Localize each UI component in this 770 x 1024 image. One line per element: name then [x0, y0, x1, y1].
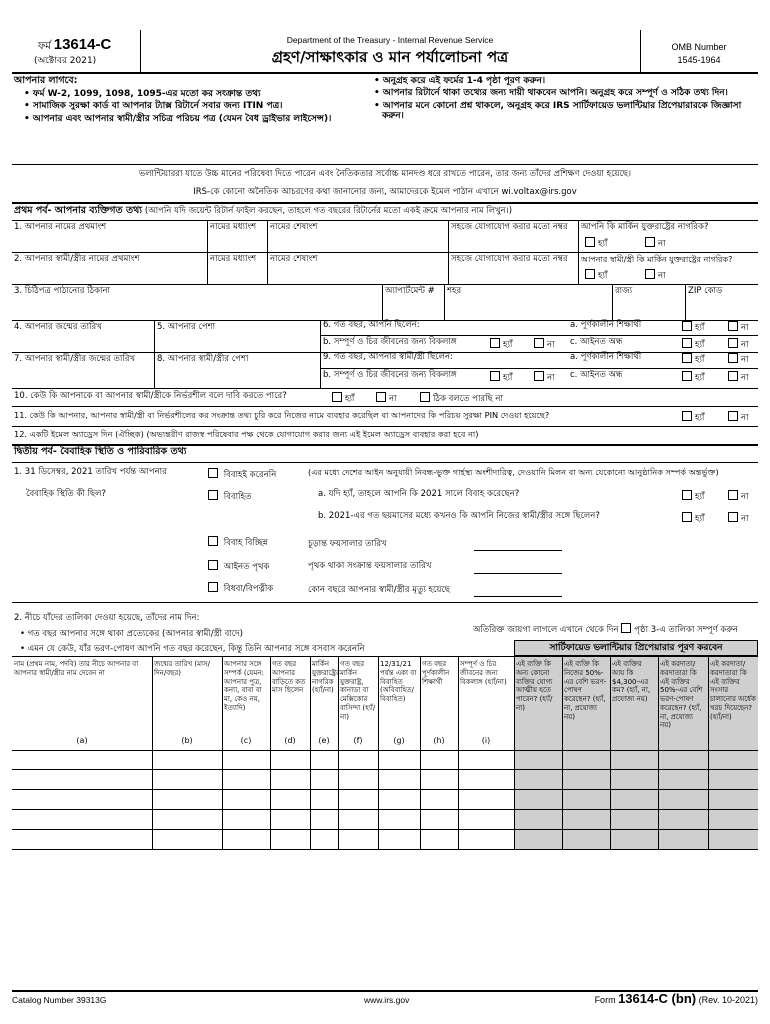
never-married-option[interactable]: বিবাহই করেননি — [208, 468, 276, 481]
citizen-question: আপনি কি মার্কিন যুক্তরাষ্ট্রের নাগরিক? — [581, 222, 709, 232]
you-disabled-no[interactable]: না — [534, 338, 555, 351]
death-year-line[interactable] — [474, 596, 562, 597]
table-column-letter: (g) — [393, 736, 405, 745]
instruction-item: • আপনার মনে কোনো প্রশ্ন থাকলে, অনুগ্রহ করে IRS সার্টিফায়েড ভলান্টিয়ার প্রিপেয়ারারকে জিজ্ঞাসা করুন। — [374, 100, 742, 122]
divorce-date-line[interactable] — [474, 550, 562, 551]
q10-label: 10. কেউ কি আপনাকে বা আপনার স্বামী/স্ত্রীকে নির্ভরশীল বলে দাবি করতে পারে? — [14, 391, 287, 401]
table-column-letter: (c) — [240, 736, 252, 745]
form-page — [12, 30, 758, 1015]
marital-q-line2: বৈবাহিক স্থিতি কী ছিল? — [26, 489, 106, 499]
table-column-letter: (a) — [76, 736, 88, 745]
dependents-table-grid — [12, 656, 758, 990]
preparer-column-header: এই করদাতা/করদাতারা কি এই ব্যক্তির সংসার চালানোর অর্ধেক খরচ দিয়েছেন? (হ্যাঁ/না) — [710, 660, 756, 721]
checkbox[interactable] — [682, 338, 692, 348]
preparer-column-header: এই ব্যক্তি কি অন্য কোনো ব্যক্তির যোগ্য আত্মীয় হতে পারেন? (হ্যাঁ/না) — [516, 660, 553, 712]
zip-label: ZIP কোড — [688, 286, 723, 296]
citizen-no[interactable]: না — [645, 237, 666, 250]
last-year-you-label: 6. গত বছর, আপনি ছিলেন: — [323, 320, 420, 330]
last-year-spouse-label: 9. গত বছর, আপনার স্বামী/স্ত্রী ছিলেন: — [323, 352, 453, 362]
separated-note: পৃথক থাকা সংক্রান্ত ফয়সালার তারিখ — [308, 561, 432, 571]
you-blind-yes[interactable]: হ্যাঁ — [682, 338, 704, 351]
you-blind-no[interactable]: না — [728, 338, 749, 351]
table-column-letter: (f) — [353, 736, 363, 745]
checkbox[interactable] — [682, 321, 692, 331]
you-disabled-label: b. সম্পূর্ণ ও চির জীবনের জন্য বিকলাঙ্গ — [323, 337, 457, 347]
occupation-label: 5. আপনার পেশা — [157, 322, 216, 332]
checkbox[interactable] — [208, 468, 218, 478]
extra-space-note: অতিরিক্ত জায়গা লাগলে এখানে থেকে দিন পৃষ্ঠা 3-এ তালিকা সম্পূর্ণ করুন — [473, 625, 738, 635]
first-name-label: 1. আপনার নামের প্রথমাংশ — [14, 222, 107, 232]
checkbox[interactable] — [682, 353, 692, 363]
city-label: শহর — [447, 286, 462, 296]
checkbox[interactable] — [682, 371, 692, 381]
checkbox[interactable] — [490, 371, 500, 381]
preparer-column-header: এই ব্যক্তি কি নিজের 50%-এর বেশি ভরণ-পোষণ করেছেন? (হ্যাঁ, না, প্রযোজ্য নয়) — [564, 660, 607, 721]
checkbox[interactable] — [645, 269, 655, 279]
divorced-option[interactable]: বিবাহ বিচ্ছিন্ন — [208, 536, 268, 549]
needs-item: • আপনার এবং আপনার স্বামী/স্ত্রীর সচিত্র পরিচয় পত্র (যেমন বৈধ ড্রাইভার লাইসেন্স)। — [24, 113, 332, 124]
middle-name-label: নামের মধ্যাংশ — [210, 222, 257, 232]
citizen-yes[interactable]: হ্যাঁ — [585, 237, 607, 250]
table-column-header: 12/31/21 পর্যন্ত একা বা বিবাহিত (অবিবাহিত/বিবাহিত) — [380, 660, 417, 703]
spouse-student-yes[interactable]: হ্যাঁ — [682, 353, 704, 366]
spouse-phone-label: সহজে যোগাযোগ করার মতো নম্বর — [451, 254, 568, 264]
checkbox[interactable] — [682, 512, 692, 522]
separated-option[interactable]: আইনত পৃথক — [208, 560, 269, 573]
spouse-dob-label: 7. আপনার স্বামী/স্ত্রীর জন্মের তারিখ — [14, 354, 136, 364]
spouse-middle-name-label: নামের মধ্যাংশ — [210, 254, 257, 264]
spouse-first-name-label: 2. আপনার স্বামী/স্ত্রীর নামের প্রথমাংশ — [14, 254, 140, 264]
checkbox[interactable] — [534, 338, 544, 348]
volunteer-notice: ভলান্টিয়াররা যাতে উচ্চ মানের পরিষেবা দিতে পারেন এবং নৈতিকতার সর্বোচ্চ মানদণ্ড ধরে রাখতে পারেন, তার জন্য তাঁদের প্রশিক্ষণ দেওয়া হয়েছে। — [138, 169, 632, 179]
married-a-label: a. যদি হ্যাঁ, তাহলে আপনি কি 2021 সালে বিবাহ করেছেন? — [318, 489, 520, 499]
address-label: 3. চিঠিপত্র পাঠানোর ঠিকানা — [14, 286, 111, 296]
checkbox[interactable] — [376, 392, 386, 402]
table-column-letter: (b) — [181, 736, 193, 745]
spouse-blind-yes[interactable]: হ্যাঁ — [682, 371, 704, 384]
needs-list — [14, 76, 370, 124]
department: Department of the Treasury - Internal Revenue Service — [286, 35, 494, 45]
part2-title: দ্বিতীয় পর্ব- বৈবাহিক স্থিতি ও পারিবারিক তথ্য — [14, 446, 187, 457]
instruction-item: • আপনার রিটার্নে থাকা তথ্যের জন্য দায়ী থাকবেন আপনি। অনুগ্রহ করে সম্পূর্ণ ও সঠিক তথ্য দিন। — [374, 88, 728, 99]
phone-label: সহজে যোগাযোগ করার মতো নম্বর — [451, 222, 568, 232]
catalog-number: Catalog Number 39313G — [12, 995, 107, 1005]
checkbox[interactable] — [585, 237, 595, 247]
dependents-bullet-1: • গত বছর আপনার সঙ্গে থাকা প্রত্যেকের (আপনার স্বামী/স্ত্রী বাদে) — [20, 629, 243, 639]
checkbox[interactable] — [585, 269, 595, 279]
dependents-bullet-2: • এমন যে কেউ, যাঁর ভরণ-পোষণ আপনি গত বছর করেছেন, কিন্তু তিনি আপনার সঙ্গে বসবাস করেননি — [20, 644, 365, 654]
last-name-label: নামের শেষাংশ — [270, 222, 318, 232]
married-b-no[interactable]: না — [728, 512, 749, 525]
needs-item: • ফর্ম W-2, 1099, 1098, 1095-এর মতো কর সংক্রান্ত তথ্য — [24, 88, 261, 99]
table-column-letter: (d) — [284, 736, 296, 745]
form-label: ফর্ম — [38, 41, 51, 52]
you-student-no[interactable]: না — [728, 321, 749, 334]
dependents-table — [12, 656, 758, 990]
table-column-header: মার্কিন যুক্তরাষ্ট্রের নাগরিক (হ্যাঁ/না) — [312, 660, 340, 695]
q11-yes[interactable]: হ্যাঁ — [682, 411, 704, 424]
needs-item: • সামাজিক সুরক্ষা কার্ড বা আপনার ট্যাক্স রিটার্নে সবার জন্য ITIN পত্র। — [24, 101, 283, 112]
dob-label: 4. আপনার জন্মের তারিখ — [14, 322, 102, 332]
spouse-student-no[interactable]: না — [728, 353, 749, 366]
widowed-option[interactable]: বিধবা/বিপত্নীক — [208, 582, 273, 595]
q10-no[interactable]: না — [376, 392, 397, 405]
omb-block — [640, 30, 758, 72]
checkbox[interactable] — [728, 338, 738, 348]
table-column-letter: (h) — [433, 736, 445, 745]
married-b-yes[interactable]: হ্যাঁ — [682, 512, 704, 525]
checkbox[interactable] — [682, 490, 692, 500]
never-married-note: (এর মধ্যে দেশের আইন অনুযায়ী নিবন্ধ-ভুক্ত গার্হস্থ্য অংশীদারিত্ব, দেওয়ানি মিলন বা অন্য যেকোনো আনুষ্ঠানিক সম্পর্ক অন্তর্ভুক্ত) — [308, 467, 719, 477]
married-option[interactable]: বিবাহিত — [208, 490, 251, 503]
q10-yes[interactable]: হ্যাঁ — [332, 392, 354, 405]
separation-date-line[interactable] — [474, 573, 562, 574]
state-label: রাজ্য — [615, 286, 633, 296]
omb-number: 1545-1964 — [677, 55, 721, 66]
spouse-occupation-label: 8. আপনার স্বামী/স্ত্রীর পেশা — [157, 354, 249, 364]
q10-unsure[interactable]: ঠিক বলতে পারছি না — [420, 392, 503, 405]
table-column-header: নাম (প্রথম নাম, পদবি) তার নীচে আপনার বা আপনার স্বামী/স্ত্রীর নাম দেবেন না — [14, 660, 139, 677]
table-column-header: সম্পূর্ণ ও চির জীবনের জন্য বিকলাঙ্গ (হ্যাঁ/না) — [460, 660, 507, 686]
omb-label: OMB Number — [671, 42, 727, 52]
checkbox[interactable] — [682, 411, 692, 421]
divorced-note: চূড়ান্ত ফয়সালার তারিখ — [308, 539, 387, 549]
checkbox[interactable] — [534, 371, 544, 381]
you-student-yes[interactable]: হ্যাঁ — [682, 321, 704, 334]
checkbox[interactable] — [728, 411, 738, 421]
table-column-header: গত বছর পূর্ণকালীন শিক্ষার্থী — [422, 660, 450, 686]
spouse-citizen-no[interactable]: না — [645, 269, 666, 282]
preparer-column-header: এই করদাতা/করদাতারা কি এই ব্যক্তির 50%-এর বেশি ভরণ-পোষণ করেছেন? (হ্যাঁ, না, প্রযোজ্য নয়) — [660, 660, 703, 730]
spouse-disabled-no[interactable]: না — [534, 371, 555, 384]
table-column-header: জন্মের তারিখ (মাস/দিন/বছর) — [154, 660, 211, 677]
preparer-header: সার্টিফায়েড ভলান্টিয়ার প্রিপেয়ারার পূরণ করবেন — [514, 640, 758, 656]
instruction-item: • অনুগ্রহ করে এই ফর্মের 1-4 পৃষ্ঠা পূরণ করুন। — [374, 76, 546, 86]
checkbox[interactable] — [728, 512, 738, 522]
page-title: গ্রহণ/সাক্ষাৎকার ও মান পর্যালোচনা পত্র — [271, 47, 509, 66]
ethics-notice: IRS-কে কোনো অনৈতিক আচরণের কথা জানানোর জন্য, আমাদেরকে ইমেল পাঠান এখানে wi.voltax@irs.gov — [193, 187, 577, 197]
checkbox[interactable] — [208, 490, 218, 500]
spouse-disabled-label: b. সম্পূর্ণ ও চির জীবনের জন্য বিকলাঙ্গ — [323, 370, 457, 380]
marital-q-line1: 1. 31 ডিসেম্বর, 2021 তারিখ পর্যন্ত আপনার — [14, 467, 167, 477]
table-column-header: আপনার সঙ্গে সম্পর্ক (যেমন: আপনার পুত্র, কন্যা, বাবা বা মা, কেও নয়, ইত্যাদি) — [224, 660, 264, 712]
checkbox[interactable] — [490, 338, 500, 348]
table-column-header: গত বছর মার্কিন যুক্তরাষ্ট্র, কানাডা বা মেক্সিকোর বাসিন্দা (হ্যাঁ/না) — [340, 660, 376, 721]
widowed-note: কোন বছরে আপনার স্বামী/স্ত্রীর মৃত্যু হয়েছে — [308, 585, 450, 595]
table-column-letter: (i) — [481, 736, 491, 745]
form-number: 13614-C — [53, 36, 112, 53]
you-disabled-yes[interactable]: হ্যাঁ — [490, 338, 512, 351]
checkbox[interactable] — [208, 582, 218, 592]
checkbox[interactable] — [728, 490, 738, 500]
checkbox[interactable] — [728, 321, 738, 331]
form-id-block — [12, 30, 140, 72]
checkbox[interactable] — [208, 536, 218, 546]
married-a-no[interactable]: না — [728, 490, 749, 503]
preparer-column-header: এই ব্যক্তির আয় কি $4,300-এর কম? (হ্যাঁ, না, প্রযোজ্য নয়) — [612, 660, 651, 703]
q12-label: 12. একটি ইমেল অ্যাড্রেস দিন (ঐচ্ছিক) (অভ্যন্তরীণ রাজস্ব পরিষেবার পক্ষ থেকে যোগাযোগ করার জন্য এই ইমেল অ্যাড্রেস ব্যবহার করা হবে না) — [14, 429, 479, 439]
form-date: (অক্টোবর 2021) — [34, 56, 97, 66]
spouse-citizen-question: আপনার স্বামী/স্ত্রী কি মার্কিন যুক্তরাষ্ট্রের নাগরিক? — [581, 255, 733, 264]
checkbox[interactable] — [728, 371, 738, 381]
checkbox[interactable] — [332, 392, 342, 402]
you-blind-label: c. আইনত অন্ধ — [570, 337, 623, 347]
instructions-list — [374, 76, 758, 121]
apt-label: অ্যাপার্টমেন্ট # — [385, 286, 435, 296]
checkbox[interactable] — [645, 237, 655, 247]
part1-title: প্রথম পর্ব- আপনার ব্যক্তিগত তথ্য — [14, 205, 142, 216]
footer-form-id: Form 13614-C (bn) (Rev. 10-2021) — [594, 991, 758, 1006]
spouse-last-name-label: নামের শেষাংশ — [270, 254, 318, 264]
spouse-citizen-yes[interactable]: হ্যাঁ — [585, 269, 607, 282]
q11-no[interactable]: না — [728, 411, 749, 424]
checkbox[interactable] — [621, 623, 631, 633]
spouse-disabled-yes[interactable]: হ্যাঁ — [490, 371, 512, 384]
spouse-blind-label: c. আইনত অন্ধ — [570, 370, 623, 380]
spouse-student-label: a. পূর্ণকালীন শিক্ষার্থী — [570, 352, 642, 362]
needs-heading: আপনার লাগবে: — [14, 75, 78, 86]
married-b-label: b. 2021-এর গত ছয়মাসের মধ্যে কখনও কি আপনি নিজের স্বামী/স্ত্রীর সঙ্গে ছিলেন? — [318, 511, 600, 521]
part1-heading — [14, 206, 512, 217]
spouse-blind-no[interactable]: না — [728, 371, 749, 384]
q11-label: 11. কেউ কি আপনার, আপনার স্বামী/স্ত্রী বা নির্ভরশীলের কর সংক্রান্ত তথ্য চুরি করে নিজের নামে ব্যবহার করেছিল বা আপনাদের কি পরিচয় সুরক্ষা PIN দেওয়া হয়েছে? — [14, 410, 550, 420]
table-column-header: গত বছর আপনার বাড়িতে কত মাস ছিলেন — [272, 660, 306, 695]
table-column-letter: (e) — [318, 736, 330, 745]
checkbox[interactable] — [208, 560, 218, 570]
title-block — [140, 30, 640, 72]
irs-url[interactable]: www.irs.gov — [364, 995, 410, 1005]
you-student-label: a. পূর্ণকালীন শিক্ষার্থী — [570, 320, 642, 330]
checkbox[interactable] — [728, 353, 738, 363]
checkbox[interactable] — [420, 392, 430, 402]
dependents-question: 2. নীচে যাঁদের তালিকা দেওয়া হয়েছে, তাঁদের নাম দিন: — [14, 613, 200, 623]
part1-note: (আপনি যদি জয়েন্ট রিটার্ন ফাইল করছেন, তাহলে গত বছরের রিটার্নের মতো একই ক্রমে আপনার নাম লিখুন।) — [144, 206, 513, 216]
married-a-yes[interactable]: হ্যাঁ — [682, 490, 704, 503]
